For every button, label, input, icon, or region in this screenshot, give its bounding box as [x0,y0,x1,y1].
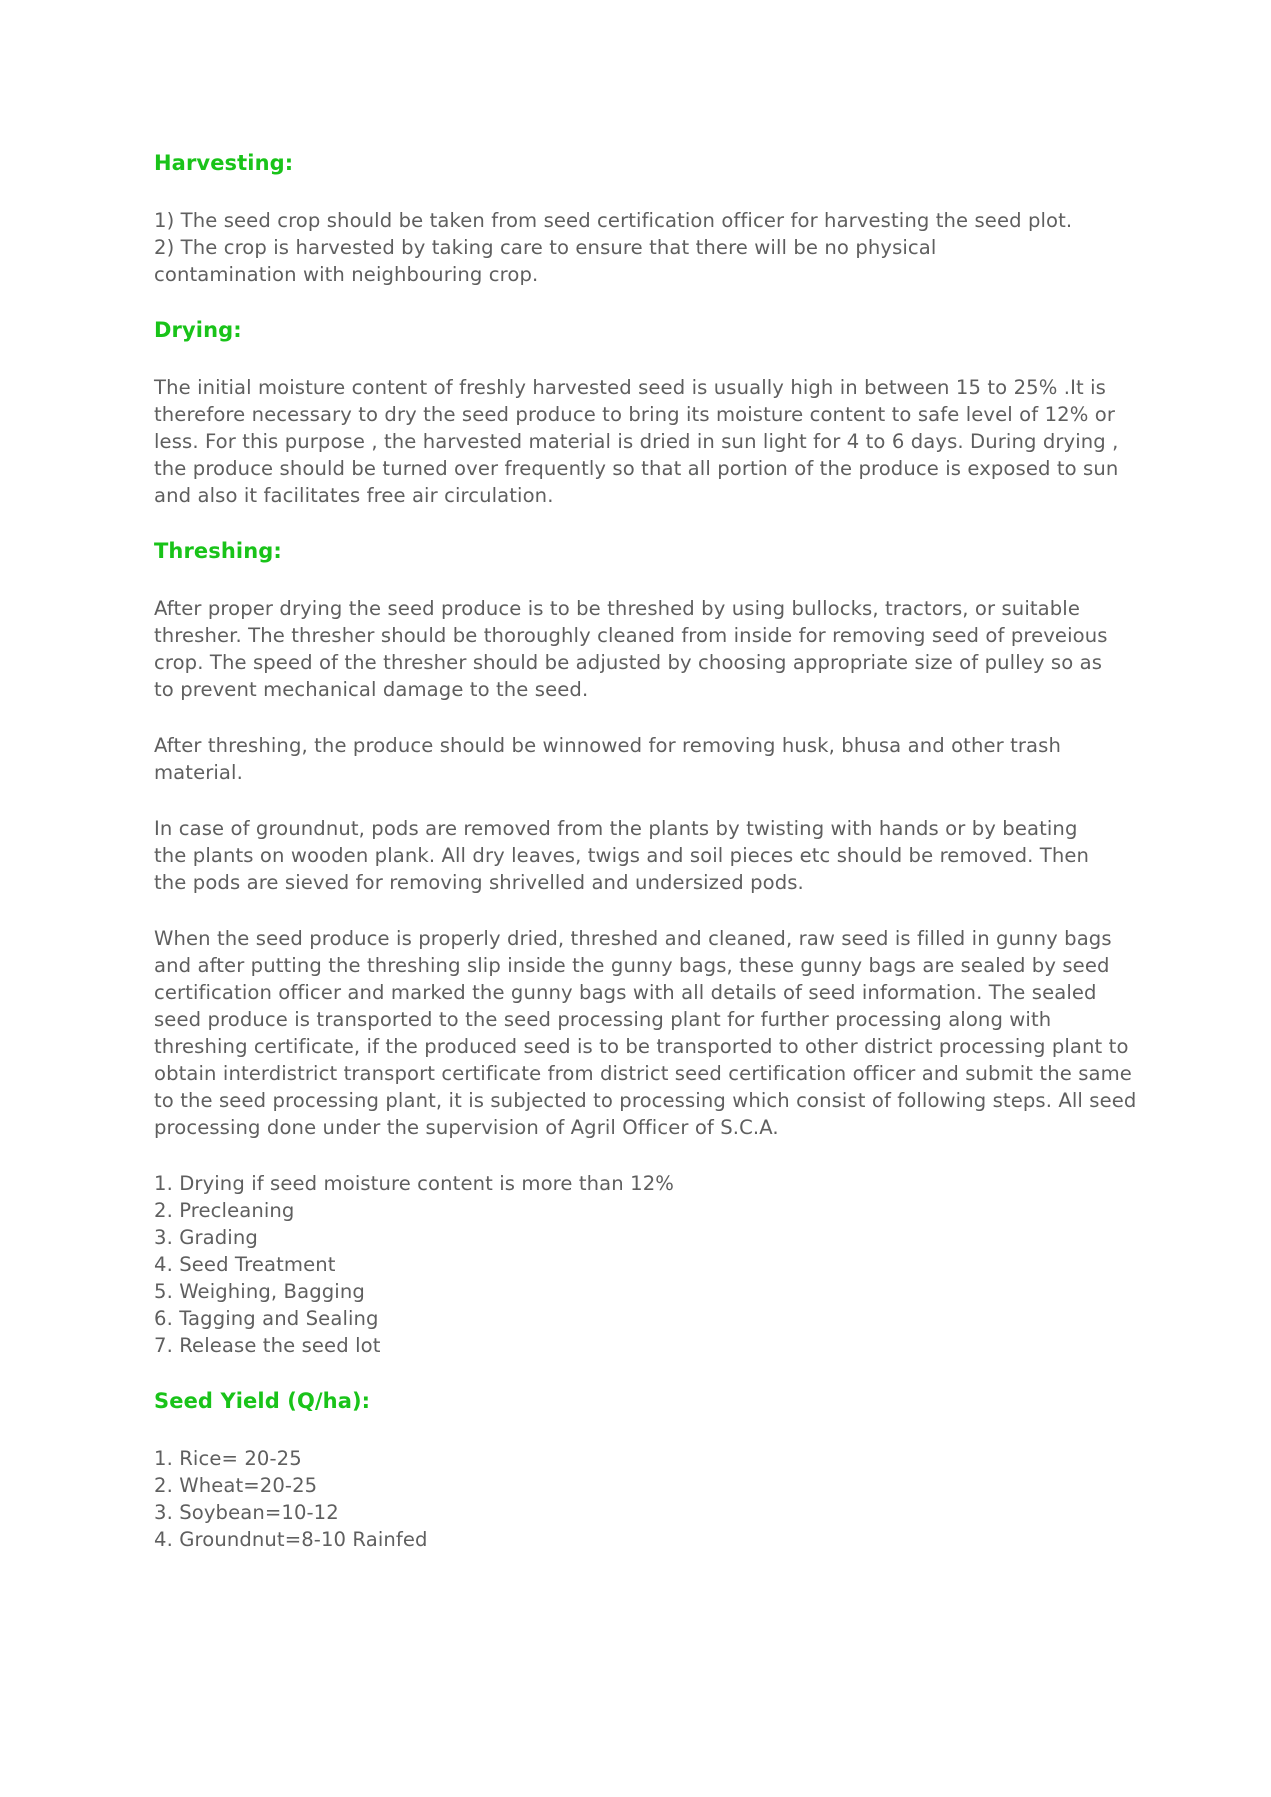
threshing-paragraph-3: In case of groundnut, pods are removed from the plants by twisting with hands or by beating the plants on wooden plank. All dry leaves, twigs and soil pieces etc should be removed. Then the pods are sieved for removing shrivelled and undersized pods. [154,817,1090,894]
seed-yield-item: 1. Rice= 20-25 [154,1447,302,1470]
processing-step: 7. Release the seed lot [154,1334,381,1357]
processing-steps-list [154,1170,1154,1359]
processing-step: 5. Weighing, Bagging [154,1280,365,1303]
harvesting-point-1: 1) The seed crop should be taken from seed certification officer for harvesting the seed plot. [154,209,1073,232]
heading-harvesting: Harvesting: [154,151,294,175]
seed-yield-item: 3. Soybean=10-12 [154,1501,339,1524]
processing-step: 1. Drying if seed moisture content is more than 12% [154,1172,674,1195]
heading-drying: Drying: [154,318,242,342]
drying-paragraph: The initial moisture content of freshly harvested seed is usually high in between 15 to 25% .It is therefore necessary to dry the seed produce to bring its moisture content to safe level of 12% or less. For this purpose , the harvested material is dried in sun light for 4 to 6 days. During drying , the produce should be turned over frequently so that all portion of the produce is exposed to sun and also it facilitates free air circulation. [154,376,1119,507]
processing-step: 2. Precleaning [154,1199,295,1222]
threshing-paragraph-4: When the seed produce is properly dried, threshed and cleaned, raw seed is filled in gunny bags and after putting the threshing slip inside the gunny bags, these gunny bags are sealed by seed certification officer and marked the gunny bags with all details of seed information. The sealed seed produce is transported to the seed processing plant for further processing along with threshing certificate, if the produced seed is to be transported to other district processing plant to obtain interdistrict transport certificate from district seed certification officer and submit the same to the seed processing plant, it is subjected to processing which consist of following steps. All seed processing done under the supervision of Agril Officer of S.C.A. [154,927,1137,1139]
threshing-paragraph-1: After proper drying the seed produce is to be threshed by using bullocks, tractors, or suitable thresher. The thresher should be thoroughly cleaned from inside for removing seed of preveious crop. The speed of the thresher should be adjusted by choosing appropriate size of pulley so as to prevent mechanical damage to the seed. [154,597,1108,701]
seed-yield-item: 2. Wheat=20-25 [154,1474,318,1497]
section-harvesting [154,150,1154,288]
document-page [154,150,1154,1553]
harvesting-point-2: 2) The crop is harvested by taking care to ensure that there will be no physical contamination with neighbouring crop. [154,236,937,286]
processing-step: 4. Seed Treatment [154,1253,336,1276]
processing-step: 6. Tagging and Sealing [154,1307,379,1330]
processing-step: 3. Grading [154,1226,258,1249]
section-drying [154,317,1154,509]
section-seed-yield [154,1388,1154,1553]
threshing-paragraph-2: After threshing, the produce should be winnowed for removing husk, bhusa and other trash material. [154,734,1061,784]
seed-yield-item: 4. Groundnut=8-10 Rainfed [154,1528,428,1551]
seed-yield-list [154,1445,1154,1553]
heading-seed-yield: Seed Yield (Q/ha): [154,1389,371,1413]
heading-threshing: Threshing: [154,539,282,563]
section-threshing [154,538,1154,1359]
